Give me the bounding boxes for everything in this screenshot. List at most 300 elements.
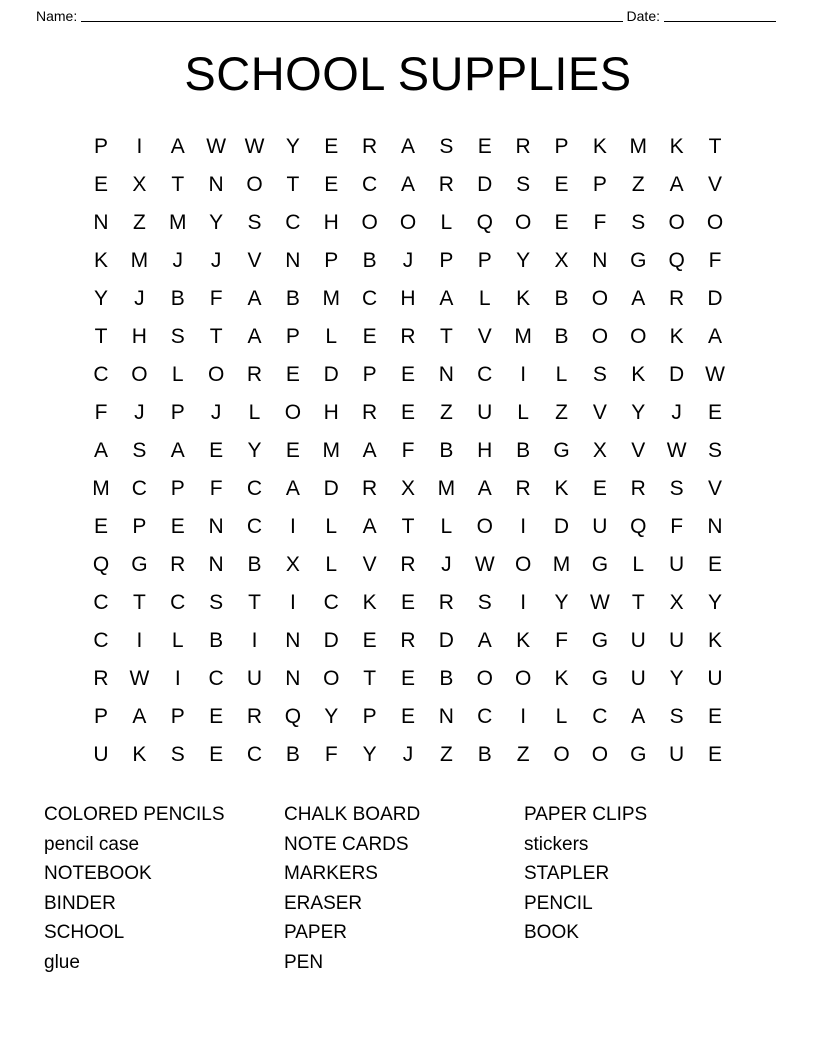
grid-cell[interactable]: B xyxy=(362,249,377,272)
grid-cell[interactable]: K xyxy=(707,629,722,652)
grid-cell[interactable]: A xyxy=(362,439,377,462)
grid-cell[interactable]: K xyxy=(554,667,569,690)
grid-cell[interactable]: M xyxy=(169,211,187,234)
grid-cell[interactable]: E xyxy=(400,591,415,614)
grid-cell[interactable]: A xyxy=(669,173,684,196)
grid-cell[interactable]: M xyxy=(92,477,110,500)
grid-cell[interactable]: G xyxy=(131,553,148,576)
grid-cell[interactable]: F xyxy=(401,439,415,462)
grid-cell[interactable]: Y xyxy=(362,743,377,766)
grid-cell[interactable]: E xyxy=(93,173,108,196)
grid-cell[interactable]: F xyxy=(670,515,684,538)
grid-cell[interactable]: C xyxy=(362,173,378,196)
grid-cell[interactable]: H xyxy=(131,325,147,348)
grid-cell[interactable]: A xyxy=(439,287,454,310)
grid-cell[interactable]: E xyxy=(400,667,415,690)
grid-cell[interactable]: R xyxy=(362,477,378,500)
grid-cell[interactable]: P xyxy=(362,705,377,728)
grid-cell[interactable]: P xyxy=(170,705,185,728)
grid-cell[interactable]: E xyxy=(707,401,722,424)
grid-cell[interactable]: B xyxy=(477,743,492,766)
grid-cell[interactable]: A xyxy=(400,173,415,196)
grid-cell[interactable]: W xyxy=(666,439,687,462)
grid-cell[interactable]: A xyxy=(631,287,646,310)
grid-cell[interactable]: S xyxy=(439,135,454,158)
grid-cell[interactable]: O xyxy=(323,667,340,690)
word-list-item[interactable]: MARKERS xyxy=(284,863,378,884)
grid-cell[interactable]: E xyxy=(362,325,377,348)
grid-cell[interactable]: P xyxy=(170,477,185,500)
word-list-item[interactable]: PEN xyxy=(284,951,324,973)
grid-cell[interactable]: D xyxy=(323,477,339,500)
grid-cell[interactable]: Z xyxy=(439,401,453,424)
grid-cell[interactable]: O xyxy=(246,173,263,196)
grid-cell[interactable]: L xyxy=(171,629,184,652)
grid-cell[interactable]: P xyxy=(477,249,492,272)
grid-cell[interactable]: P xyxy=(170,401,185,424)
grid-cell[interactable]: P xyxy=(285,325,300,348)
grid-cell[interactable]: T xyxy=(439,325,453,348)
word-list-item[interactable]: stickers xyxy=(524,833,589,855)
grid-cell[interactable]: K xyxy=(93,249,108,272)
grid-cell[interactable]: B xyxy=(554,287,569,310)
grid-cell[interactable]: M xyxy=(322,439,340,462)
grid-cell[interactable]: E xyxy=(285,439,300,462)
grid-cell[interactable]: H xyxy=(477,439,493,462)
grid-cell[interactable]: N xyxy=(438,705,454,728)
grid-cell[interactable]: E xyxy=(592,477,607,500)
grid-cell[interactable]: P xyxy=(132,515,147,538)
word-list-item[interactable]: SCHOOL xyxy=(44,922,125,943)
grid-cell[interactable]: B xyxy=(285,287,300,310)
grid-cell[interactable]: D xyxy=(669,363,685,386)
grid-cell[interactable]: S xyxy=(707,439,722,462)
grid-cell[interactable]: X xyxy=(554,249,569,272)
grid-cell[interactable]: E xyxy=(554,211,569,234)
grid-cell[interactable]: Z xyxy=(516,743,530,766)
grid-cell[interactable]: P xyxy=(439,249,454,272)
grid-cell[interactable]: U xyxy=(592,515,608,538)
grid-cell[interactable]: X xyxy=(592,439,607,462)
grid-cell[interactable]: B xyxy=(285,743,300,766)
grid-cell[interactable]: R xyxy=(170,553,186,576)
grid-cell[interactable]: N xyxy=(208,553,224,576)
grid-cell[interactable]: R xyxy=(400,553,416,576)
date-blank-line[interactable] xyxy=(664,9,776,22)
grid-cell[interactable]: E xyxy=(707,743,722,766)
grid-cell[interactable]: A xyxy=(707,325,722,348)
grid-cell[interactable]: R xyxy=(246,705,263,728)
grid-cell[interactable]: Y xyxy=(209,211,224,234)
grid-cell[interactable]: S xyxy=(516,173,531,196)
grid-cell[interactable]: U xyxy=(630,629,646,652)
grid-cell[interactable]: S xyxy=(669,705,684,728)
grid-cell[interactable]: C xyxy=(477,705,493,728)
grid-cell[interactable]: L xyxy=(440,211,453,234)
grid-cell[interactable]: X xyxy=(400,477,415,500)
grid-cell[interactable]: R xyxy=(93,667,109,690)
grid-cell[interactable]: X xyxy=(132,173,147,196)
grid-cell[interactable]: B xyxy=(516,439,531,462)
grid-cell[interactable]: M xyxy=(552,553,571,576)
grid-cell[interactable]: T xyxy=(286,173,300,196)
grid-cell[interactable]: E xyxy=(170,515,185,538)
grid-cell[interactable]: C xyxy=(246,515,263,538)
grid-cell[interactable]: E xyxy=(400,705,415,728)
grid-cell[interactable]: E xyxy=(209,439,224,462)
grid-cell[interactable]: L xyxy=(555,363,568,386)
word-list-item[interactable]: glue xyxy=(44,951,80,973)
grid-cell[interactable]: I xyxy=(136,135,143,158)
grid-cell[interactable]: A xyxy=(362,515,377,538)
grid-cell[interactable]: V xyxy=(707,477,722,500)
grid-cell[interactable]: C xyxy=(208,667,224,690)
grid-cell[interactable]: L xyxy=(632,553,645,576)
grid-cell[interactable]: H xyxy=(323,401,339,424)
grid-cell[interactable]: Y xyxy=(631,401,646,424)
grid-cell[interactable]: S xyxy=(631,211,646,234)
grid-cell[interactable]: E xyxy=(477,135,492,158)
grid-cell[interactable]: Y xyxy=(516,249,531,272)
grid-cell[interactable]: F xyxy=(708,249,722,272)
grid-cell[interactable]: D xyxy=(553,515,570,538)
grid-cell[interactable]: I xyxy=(289,591,296,614)
grid-cell[interactable]: K xyxy=(669,325,684,348)
grid-cell[interactable]: L xyxy=(517,401,529,424)
grid-cell[interactable]: N xyxy=(285,249,301,272)
grid-cell[interactable]: L xyxy=(248,401,261,424)
grid-cell[interactable]: F xyxy=(593,211,607,234)
grid-cell[interactable]: M xyxy=(514,325,532,348)
grid-cell[interactable]: O xyxy=(553,743,570,766)
grid-cell[interactable]: B xyxy=(439,439,454,462)
grid-cell[interactable]: E xyxy=(93,515,108,538)
grid-cell[interactable]: H xyxy=(400,287,416,310)
grid-cell[interactable]: Z xyxy=(132,211,146,234)
grid-cell[interactable]: K xyxy=(362,591,377,614)
grid-cell[interactable]: T xyxy=(94,325,108,348)
grid-cell[interactable]: K xyxy=(631,363,646,386)
word-list-item[interactable]: STAPLER xyxy=(524,863,610,884)
grid-cell[interactable]: P xyxy=(93,135,108,158)
grid-cell[interactable]: R xyxy=(669,287,685,310)
grid-cell[interactable]: B xyxy=(209,629,224,652)
grid-cell[interactable]: O xyxy=(476,515,493,538)
grid-cell[interactable]: V xyxy=(707,173,722,196)
grid-cell[interactable]: O xyxy=(207,363,225,386)
grid-cell[interactable]: S xyxy=(170,325,185,348)
grid-cell[interactable]: A xyxy=(132,705,147,728)
grid-cell[interactable]: W xyxy=(129,667,150,690)
grid-cell[interactable]: J xyxy=(402,743,414,766)
word-list-item[interactable]: BOOK xyxy=(524,922,579,943)
grid-cell[interactable]: H xyxy=(323,211,339,234)
grid-cell[interactable]: E xyxy=(707,705,722,728)
grid-cell[interactable]: Q xyxy=(284,705,302,728)
grid-cell[interactable]: Z xyxy=(631,173,645,196)
grid-cell[interactable]: I xyxy=(251,629,258,652)
grid-cell[interactable]: G xyxy=(630,249,647,272)
grid-cell[interactable]: T xyxy=(209,325,223,348)
grid-cell[interactable]: B xyxy=(554,325,569,348)
grid-cell[interactable]: P xyxy=(554,135,569,158)
grid-cell[interactable]: Q xyxy=(476,211,493,234)
grid-cell[interactable]: R xyxy=(438,591,454,614)
grid-cell[interactable]: R xyxy=(515,135,531,158)
grid-cell[interactable]: K xyxy=(132,743,147,766)
grid-cell[interactable]: C xyxy=(131,477,147,500)
grid-cell[interactable]: A xyxy=(477,477,492,500)
grid-cell[interactable]: J xyxy=(210,249,222,272)
grid-cell[interactable]: E xyxy=(324,135,339,158)
grid-cell[interactable]: C xyxy=(285,211,301,234)
grid-cell[interactable]: S xyxy=(669,477,684,500)
grid-cell[interactable]: P xyxy=(362,363,377,386)
grid-cell[interactable]: J xyxy=(441,553,452,576)
grid-cell[interactable]: A xyxy=(631,705,646,728)
grid-cell[interactable]: D xyxy=(438,629,454,652)
grid-cell[interactable]: E xyxy=(285,363,300,386)
grid-cell[interactable]: V xyxy=(592,401,607,424)
grid-cell[interactable]: F xyxy=(94,401,108,424)
grid-cell[interactable]: U xyxy=(246,667,263,690)
grid-cell[interactable]: C xyxy=(246,477,263,500)
grid-cell[interactable]: W xyxy=(206,135,227,158)
grid-cell[interactable]: C xyxy=(477,363,493,386)
word-list-item[interactable]: PAPER xyxy=(284,922,348,943)
word-list-item[interactable]: NOTEBOOK xyxy=(44,863,152,884)
grid-cell[interactable]: D xyxy=(323,629,339,652)
grid-cell[interactable]: O xyxy=(514,553,532,576)
grid-cell[interactable]: Q xyxy=(668,249,685,272)
grid-cell[interactable]: U xyxy=(669,629,685,652)
grid-cell[interactable]: I xyxy=(520,705,527,728)
grid-cell[interactable]: G xyxy=(630,743,647,766)
grid-cell[interactable]: O xyxy=(630,325,647,348)
grid-cell[interactable]: W xyxy=(474,553,495,576)
grid-cell[interactable]: B xyxy=(439,667,454,690)
grid-cell[interactable]: Z xyxy=(439,743,453,766)
grid-cell[interactable]: I xyxy=(289,515,296,538)
grid-cell[interactable]: T xyxy=(171,173,185,196)
grid-cell[interactable]: S xyxy=(132,439,147,462)
grid-cell[interactable]: L xyxy=(555,705,568,728)
grid-cell[interactable]: K xyxy=(554,477,569,500)
grid-cell[interactable]: Y xyxy=(707,591,722,614)
grid-cell[interactable]: M xyxy=(322,287,340,310)
grid-cell[interactable]: K xyxy=(516,287,531,310)
grid-cell[interactable]: G xyxy=(591,667,609,690)
grid-cell[interactable]: V xyxy=(631,439,646,462)
grid-cell[interactable]: R xyxy=(246,363,263,386)
grid-cell[interactable]: N xyxy=(285,629,301,652)
grid-cell[interactable]: N xyxy=(438,363,454,386)
grid-cell[interactable]: R xyxy=(362,401,378,424)
grid-cell[interactable]: P xyxy=(592,173,607,196)
grid-cell[interactable]: K xyxy=(592,135,607,158)
grid-cell[interactable]: A xyxy=(247,287,262,310)
word-list-item[interactable]: COLORED PENCILS xyxy=(44,804,225,825)
grid-cell[interactable]: Z xyxy=(555,401,568,424)
word-list-item[interactable]: PAPER CLIPS xyxy=(524,804,648,825)
grid-cell[interactable]: W xyxy=(244,135,265,158)
grid-cell[interactable]: J xyxy=(402,249,414,272)
grid-cell[interactable]: E xyxy=(400,401,415,424)
grid-cell[interactable]: S xyxy=(592,363,607,386)
grid-cell[interactable]: L xyxy=(440,515,453,538)
grid-cell[interactable]: A xyxy=(247,325,262,348)
grid-cell[interactable]: T xyxy=(401,515,415,538)
grid-cell[interactable]: A xyxy=(170,439,185,462)
grid-cell[interactable]: S xyxy=(170,743,185,766)
grid-cell[interactable]: C xyxy=(246,743,263,766)
grid-cell[interactable]: Q xyxy=(630,515,647,538)
grid-cell[interactable]: U xyxy=(669,743,685,766)
grid-cell[interactable]: O xyxy=(514,211,532,234)
grid-cell[interactable]: A xyxy=(285,477,300,500)
grid-cell[interactable]: M xyxy=(437,477,456,500)
grid-cell[interactable]: S xyxy=(209,591,224,614)
grid-cell[interactable]: R xyxy=(400,629,416,652)
grid-cell[interactable]: E xyxy=(209,705,224,728)
grid-cell[interactable]: M xyxy=(130,249,149,272)
word-list-item[interactable]: NOTE CARDS xyxy=(284,833,409,855)
grid-cell[interactable]: T xyxy=(132,591,146,614)
grid-cell[interactable]: T xyxy=(248,591,261,614)
grid-cell[interactable]: V xyxy=(247,249,262,272)
grid-cell[interactable]: O xyxy=(476,667,493,690)
grid-cell[interactable]: M xyxy=(629,135,647,158)
grid-cell[interactable]: S xyxy=(247,211,262,234)
grid-cell[interactable]: E xyxy=(707,553,722,576)
word-list-item[interactable]: pencil case xyxy=(44,833,140,855)
grid-cell[interactable]: U xyxy=(630,667,646,690)
grid-cell[interactable]: V xyxy=(477,325,492,348)
grid-cell[interactable]: I xyxy=(136,629,143,652)
grid-cell[interactable]: C xyxy=(592,705,608,728)
grid-cell[interactable]: O xyxy=(131,363,148,386)
grid-cell[interactable]: U xyxy=(707,667,723,690)
grid-cell[interactable]: T xyxy=(708,135,722,158)
word-list-item[interactable]: PENCIL xyxy=(524,892,593,914)
grid-cell[interactable]: L xyxy=(325,553,338,576)
grid-cell[interactable]: S xyxy=(477,591,492,614)
grid-cell[interactable]: A xyxy=(400,135,415,158)
grid-cell[interactable]: K xyxy=(516,629,531,652)
grid-cell[interactable]: B xyxy=(170,287,185,310)
grid-cell[interactable]: E xyxy=(554,173,569,196)
grid-cell[interactable]: P xyxy=(324,249,339,272)
name-blank-line[interactable] xyxy=(81,9,622,22)
grid-cell[interactable]: I xyxy=(520,515,527,538)
grid-cell[interactable]: J xyxy=(134,401,145,424)
grid-cell[interactable]: N xyxy=(208,173,224,196)
grid-cell[interactable]: R xyxy=(438,173,454,196)
grid-cell[interactable]: J xyxy=(671,401,682,424)
grid-cell[interactable]: V xyxy=(362,553,377,576)
grid-cell[interactable]: N xyxy=(208,515,224,538)
grid-cell[interactable]: X xyxy=(669,591,684,614)
grid-cell[interactable]: O xyxy=(706,211,724,234)
word-list-item[interactable]: ERASER xyxy=(284,892,363,914)
grid-cell[interactable]: F xyxy=(555,629,568,652)
grid-cell[interactable]: F xyxy=(324,743,338,766)
grid-cell[interactable]: X xyxy=(285,553,300,576)
grid-cell[interactable]: N xyxy=(93,211,109,234)
grid-cell[interactable]: J xyxy=(172,249,183,272)
grid-cell[interactable]: C xyxy=(93,363,109,386)
grid-cell[interactable]: A xyxy=(93,439,108,462)
grid-cell[interactable]: N xyxy=(285,667,301,690)
grid-cell[interactable]: Y xyxy=(93,287,108,310)
grid-cell[interactable]: B xyxy=(247,553,262,576)
grid-cell[interactable]: U xyxy=(93,743,109,766)
grid-cell[interactable]: I xyxy=(520,363,527,386)
grid-cell[interactable]: N xyxy=(707,515,723,538)
grid-cell[interactable]: O xyxy=(668,211,685,234)
grid-cell[interactable]: C xyxy=(362,287,378,310)
grid-cell[interactable]: E xyxy=(209,743,224,766)
grid-cell[interactable]: Y xyxy=(247,439,262,462)
grid-cell[interactable]: L xyxy=(171,363,184,386)
grid-cell[interactable]: I xyxy=(174,667,181,690)
grid-cell[interactable]: O xyxy=(399,211,417,234)
grid-cell[interactable]: U xyxy=(669,553,685,576)
grid-cell[interactable]: N xyxy=(592,249,608,272)
grid-cell[interactable]: O xyxy=(514,667,532,690)
grid-cell[interactable]: O xyxy=(591,287,609,310)
grid-cell[interactable]: D xyxy=(707,287,723,310)
grid-cell[interactable]: I xyxy=(520,591,527,614)
grid-cell[interactable]: Y xyxy=(324,705,339,728)
grid-cell[interactable]: R xyxy=(630,477,646,500)
grid-cell[interactable]: E xyxy=(362,629,377,652)
grid-cell[interactable]: R xyxy=(362,135,378,158)
grid-cell[interactable]: W xyxy=(589,591,610,614)
grid-cell[interactable]: F xyxy=(209,287,223,310)
grid-cell[interactable]: D xyxy=(477,173,493,196)
grid-cell[interactable]: A xyxy=(170,135,185,158)
grid-cell[interactable]: K xyxy=(669,135,684,158)
grid-cell[interactable]: P xyxy=(93,705,108,728)
grid-cell[interactable]: O xyxy=(591,743,609,766)
grid-cell[interactable]: R xyxy=(515,477,531,500)
grid-cell[interactable]: W xyxy=(705,363,725,386)
grid-cell[interactable]: L xyxy=(478,287,491,310)
grid-cell[interactable]: T xyxy=(631,591,645,614)
grid-cell[interactable]: Q xyxy=(92,553,110,576)
grid-cell[interactable]: G xyxy=(591,553,609,576)
grid-cell[interactable]: A xyxy=(477,629,492,652)
grid-cell[interactable]: C xyxy=(170,591,186,614)
grid-cell[interactable]: C xyxy=(93,591,109,614)
grid-cell[interactable]: T xyxy=(363,667,377,690)
grid-cell[interactable]: R xyxy=(400,325,416,348)
grid-cell[interactable]: D xyxy=(323,363,339,386)
grid-cell[interactable]: Y xyxy=(554,591,569,614)
word-list-item[interactable]: CHALK BOARD xyxy=(284,804,421,825)
grid-cell[interactable]: Y xyxy=(669,667,684,690)
grid-cell[interactable]: C xyxy=(323,591,339,614)
grid-cell[interactable]: G xyxy=(591,629,609,652)
grid-cell[interactable]: L xyxy=(325,515,338,538)
grid-cell[interactable]: O xyxy=(591,325,609,348)
grid-cell[interactable]: U xyxy=(477,401,493,424)
grid-cell[interactable]: F xyxy=(209,477,223,500)
grid-cell[interactable]: J xyxy=(134,287,145,310)
grid-cell[interactable]: C xyxy=(93,629,109,652)
grid-cell[interactable]: L xyxy=(325,325,338,348)
